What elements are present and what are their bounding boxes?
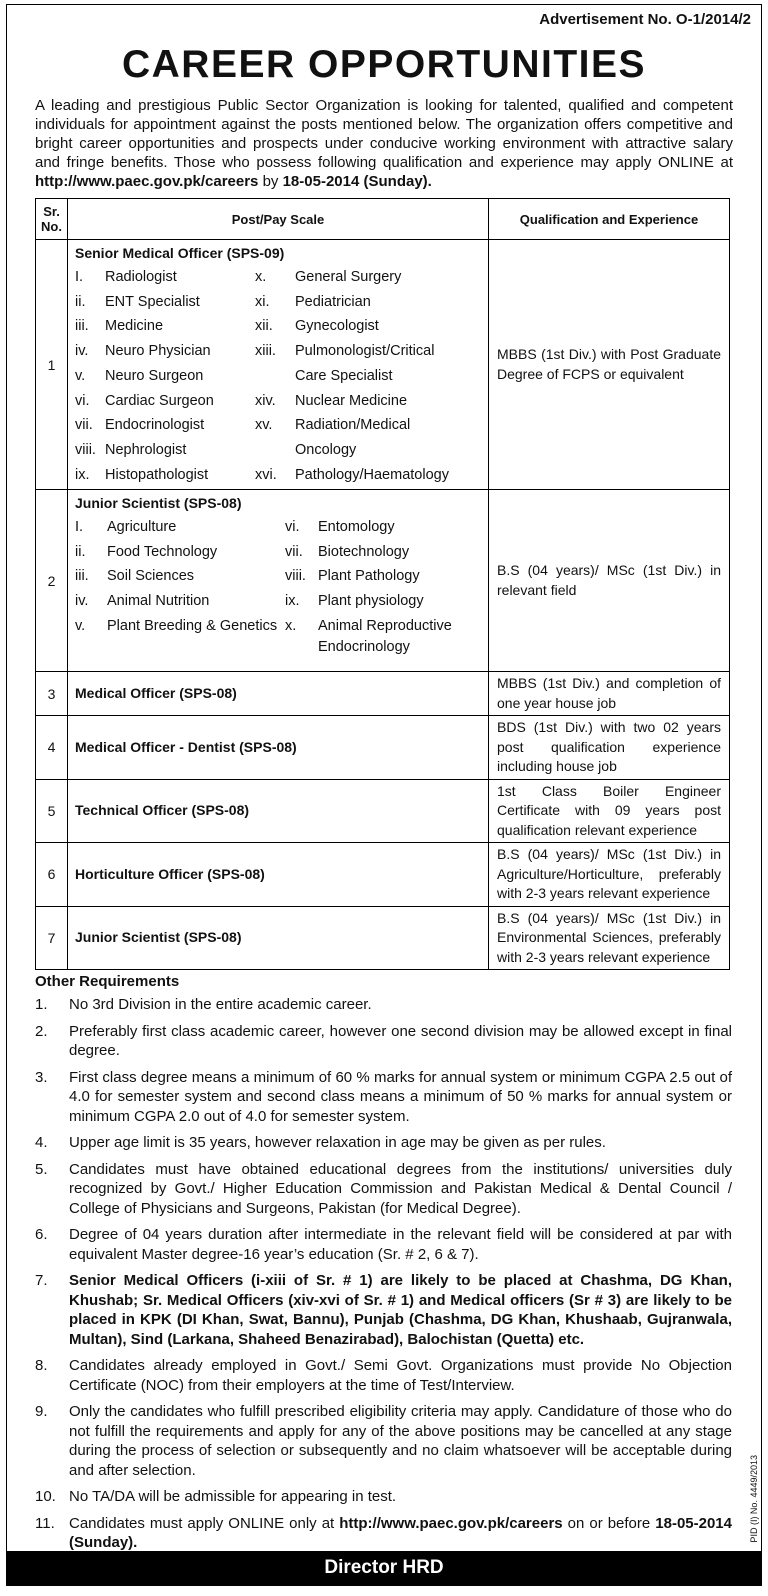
- specialty-name: Nephrologist: [105, 441, 187, 458]
- specialty-number: iii.: [75, 568, 89, 585]
- post-title: Junior Scientist (SPS-08): [75, 929, 242, 946]
- specialty-list: [75, 265, 488, 487]
- row-serial: 2: [36, 490, 68, 672]
- table-row: [36, 843, 730, 907]
- requirement-text: Degree of 04 years duration after intermediate in the relevant field will be considered at par with equivalent Master degree-16 year’s education (Sr. # 2, 6 & 7).: [69, 1226, 732, 1263]
- specialty-name: Plant Breeding & Genetics: [107, 617, 278, 634]
- specialty-number: xv.: [255, 417, 273, 434]
- specialty-name: Endocrinology: [318, 638, 410, 655]
- specialty-number: ii.: [75, 543, 86, 560]
- specialty-name: [107, 639, 285, 656]
- requirement-number: 9.: [35, 1403, 48, 1420]
- specialty-number: xvi.: [255, 466, 277, 483]
- specialty-number: ix.: [75, 466, 90, 483]
- specialty-number: x.: [285, 617, 297, 634]
- specialty-number: vii.: [285, 543, 303, 560]
- row-serial: 4: [36, 716, 68, 780]
- requirement-number: 1.: [35, 996, 48, 1013]
- requirement-item: [35, 1225, 732, 1264]
- advertisement-page: [6, 4, 762, 1586]
- intro-by: by: [258, 173, 283, 190]
- table-row: [36, 716, 730, 780]
- table-row: [36, 779, 730, 843]
- specialty-number: [285, 639, 318, 656]
- advertisement-number: Advertisement No. O-1/2014/2: [539, 11, 751, 28]
- table-row: [36, 906, 730, 970]
- requirement-item: [35, 1160, 732, 1219]
- specialty-name: Animal Nutrition: [107, 593, 210, 610]
- requirement-text: No 3rd Division in the entire academic career.: [69, 996, 372, 1013]
- apply-deadline: 18-05-2014 (Sunday).: [69, 1514, 732, 1551]
- requirement-text: First class degree means a minimum of 60 % marks for annual system or minimum CGPA 2.5 out of 4.0 for semester system and second class means a minimum of 50 % marks for annual system or minimum CGPA 2.0 out of 4.0 for semester system.: [69, 1068, 732, 1125]
- specialty-name: Pulmonologist/Critical: [295, 343, 435, 360]
- requirement-number: 11.: [35, 1514, 55, 1532]
- row-post: [68, 240, 489, 490]
- requirement-text: Candidates already employed in Govt./ Semi Govt. Organizations must provide No Objection Certificate (NOC) from their employers at the time of Test/Interview.: [69, 1357, 732, 1394]
- specialty-number: vi.: [75, 392, 90, 409]
- specialty-name: Animal Reproductive: [318, 617, 452, 634]
- specialty-number: xi.: [255, 293, 270, 310]
- requirement-item: [35, 1133, 732, 1153]
- specialty-name: Gynecologist: [295, 318, 379, 335]
- table-row: [36, 490, 730, 672]
- requirement-item: [35, 995, 732, 1015]
- requirement-item: [35, 1402, 732, 1480]
- footer-signature: Director HRD: [7, 1551, 761, 1585]
- post-title: Medical Officer - Dentist (SPS-08): [75, 738, 297, 755]
- row-qualification: MBBS (1st Div.) with Post Graduate Degree of FCPS or equivalent: [489, 240, 730, 490]
- requirement-item: [35, 1356, 732, 1395]
- specialty-number: iii.: [75, 318, 89, 335]
- specialty-name: Oncology: [295, 441, 357, 458]
- specialty-number: x.: [255, 269, 267, 285]
- post-title: Technical Officer (SPS-08): [75, 802, 250, 819]
- requirement-number: 6.: [35, 1226, 48, 1243]
- table-row: [36, 672, 730, 716]
- specialty-name: Entomology: [318, 519, 395, 535]
- apply-url: http://www.paec.gov.pk/careers: [339, 1514, 563, 1532]
- specialty-number: viii.: [285, 568, 306, 585]
- intro-deadline: 18-05-2014 (Sunday).: [282, 173, 432, 190]
- requirement-text: Candidates must have obtained educational degrees from the institutions/ universities duly recognized by Govt./ Higher Education Commission and Pakistan Medical & Dental Council / College of Physicians and Surgeons, Pakistan (for Medical Degree).: [69, 1160, 732, 1217]
- specialty-name: Endocrinologist: [105, 417, 205, 434]
- requirement-number: 5.: [35, 1160, 48, 1178]
- specialty-number: v.: [75, 367, 86, 384]
- specialty-number: I.: [75, 519, 84, 535]
- specialty-name: Medicine: [105, 318, 164, 335]
- specialty-number: ix.: [285, 593, 300, 610]
- requirement-item: [35, 1487, 732, 1507]
- specialty-number: ii.: [75, 293, 86, 310]
- specialty-list: [75, 515, 488, 656]
- post-title: Junior Scientist (SPS-08): [75, 495, 242, 511]
- post-title: Medical Officer (SPS-08): [75, 685, 237, 701]
- specialty-number: [255, 438, 295, 463]
- specialty-number: viii.: [75, 441, 96, 458]
- specialty-number: [255, 364, 295, 389]
- row-post: [68, 490, 489, 672]
- requirement-text: Senior Medical Officers (i-xiii of Sr. # 1) are likely to be placed at Chashma, DG Khan, Khushab; Sr. Medical Officers (xiv-xvi of Sr. # 1) and Medical officers (Sr # 3) are likely to be placed in KPK (DI Khan, Swat, Bannu), Punjab (Chashma, DG Khan, Khushaab, Gujranwala, Multan), Sind (Larkana, Shaheed Benazirabad), Balochistan (Quetta) etc.: [69, 1272, 732, 1348]
- requirement-text: [69, 1514, 732, 1553]
- table-row: [36, 240, 730, 490]
- specialty-name: Cardiac Surgeon: [105, 392, 214, 409]
- jobs-table: [35, 198, 730, 970]
- specialty-name: Pediatrician: [295, 293, 371, 310]
- row-post: [68, 672, 489, 716]
- header-sr: Sr. No.: [36, 199, 68, 240]
- requirements-list: [35, 995, 732, 1560]
- specialty-name: General Surgery: [295, 269, 402, 285]
- row-qualification: B.S (04 years)/ MSc (1st Div.) in Environmental Sciences, preferably with 2-3 years relevant experience: [489, 906, 730, 970]
- specialty-number: I.: [75, 269, 84, 285]
- row-serial: 1: [36, 240, 68, 490]
- specialty-name: Plant Pathology: [318, 568, 420, 585]
- page-title: CAREER OPPORTUNITIES: [121, 43, 647, 86]
- requirement-number: 10.: [35, 1488, 56, 1505]
- specialty-number: xiii.: [255, 343, 276, 360]
- requirement-number: 4.: [35, 1134, 48, 1151]
- specialty-name: Nuclear Medicine: [295, 392, 408, 409]
- requirement-text: Upper age limit is 35 years, however relaxation in age may be given as per rules.: [69, 1134, 606, 1151]
- row-qualification: MBBS (1st Div.) and completion of one year house job: [489, 672, 730, 716]
- header-qual: Qualification and Experience: [489, 199, 730, 240]
- specialty-name: Care Specialist: [295, 367, 393, 384]
- requirement-item: [35, 1022, 732, 1061]
- specialty-name: Food Technology: [107, 543, 218, 560]
- row-serial: 3: [36, 672, 68, 716]
- apply-text: on or before: [562, 1514, 656, 1532]
- intro-url: http://www.paec.gov.pk/careers: [35, 173, 259, 190]
- specialty-number: vii.: [75, 417, 93, 434]
- requirement-text: Only the candidates who fulfill prescribed eligibility criteria may apply. Candidature of those who do not fulfill the requirements and apply for any of the above positions may be cancelled at any stage during the process of selection or subsequently and no claim whatsoever will be acceptable during and after selection.: [69, 1403, 732, 1479]
- requirement-text: No TA/DA will be admissible for appearing in test.: [69, 1488, 397, 1505]
- post-title: Horticulture Officer (SPS-08): [75, 865, 265, 882]
- requirement-item: [35, 1068, 732, 1127]
- intro-text: A leading and prestigious Public Sector Organization is looking for talented, qualified and competent individuals for appointment against the posts mentioned below. The organization offers competitive and bright career opportunities and prospects under conducive working environment with attractive salary and fringe benefits. Those who possess following qualification and experience may apply ONLINE at: [35, 97, 733, 171]
- specialty-name: ENT Specialist: [105, 293, 200, 310]
- specialty-name: Radiation/Medical: [295, 417, 411, 434]
- specialty-number: xiv.: [255, 392, 276, 409]
- specialty-name: Radiologist: [105, 269, 177, 285]
- specialty-name: Neuro Surgeon: [105, 367, 204, 384]
- requirement-text: Preferably first class academic career, however one second division may be allowed except in final degree.: [69, 1022, 732, 1059]
- row-post: [68, 716, 489, 780]
- specialty-name: Biotechnology: [318, 543, 410, 560]
- requirement-number: 3.: [35, 1068, 48, 1086]
- other-requirements-title: Other Requirements: [35, 973, 180, 990]
- post-title: Senior Medical Officer (SPS-09): [75, 245, 285, 261]
- row-qualification: B.S (04 years)/ MSc (1st Div.) in Agriculture/Horticulture, preferably with 2-3 years relevant experience: [489, 843, 730, 907]
- row-post: [68, 906, 489, 970]
- specialty-number: iv.: [75, 343, 89, 360]
- requirement-number: 2.: [35, 1022, 48, 1040]
- requirement-item: [35, 1271, 732, 1349]
- specialty-name: Agriculture: [107, 519, 177, 535]
- requirement-number: 8.: [35, 1357, 48, 1374]
- specialty-number: [75, 639, 107, 656]
- specialty-number: vi.: [285, 519, 300, 535]
- row-serial: 7: [36, 906, 68, 970]
- header-post: Post/Pay Scale: [68, 199, 489, 240]
- specialty-number: xii.: [255, 318, 273, 335]
- specialty-name: Neuro Physician: [105, 343, 211, 360]
- specialty-name: Plant physiology: [318, 593, 424, 610]
- specialty-name: Pathology/Haematology: [295, 466, 449, 483]
- apply-text: Candidates must apply ONLINE only at: [69, 1514, 340, 1532]
- requirement-item: [35, 1514, 732, 1553]
- specialty-name: Histopathologist: [105, 466, 209, 483]
- row-qualification: 1st Class Boiler Engineer Certificate with 09 years post qualification relevant experience: [489, 779, 730, 843]
- jobs-table-body: [36, 240, 730, 970]
- row-post: [68, 843, 489, 907]
- table-header-row: [36, 199, 730, 240]
- pid-number: PID (I) No. 4449/2013: [749, 1455, 759, 1543]
- requirement-number: 7.: [35, 1272, 48, 1289]
- row-qualification: BDS (1st Div.) with two 02 years post qualification experience including house job: [489, 716, 730, 780]
- row-serial: 6: [36, 843, 68, 907]
- row-qualification: B.S (04 years)/ MSc (1st Div.) in relevant field: [489, 490, 730, 672]
- row-post: [68, 779, 489, 843]
- row-serial: 5: [36, 779, 68, 843]
- specialty-name: Soil Sciences: [107, 568, 195, 585]
- intro-paragraph: [35, 96, 733, 191]
- specialty-number: v.: [75, 617, 86, 634]
- specialty-number: iv.: [75, 593, 89, 610]
